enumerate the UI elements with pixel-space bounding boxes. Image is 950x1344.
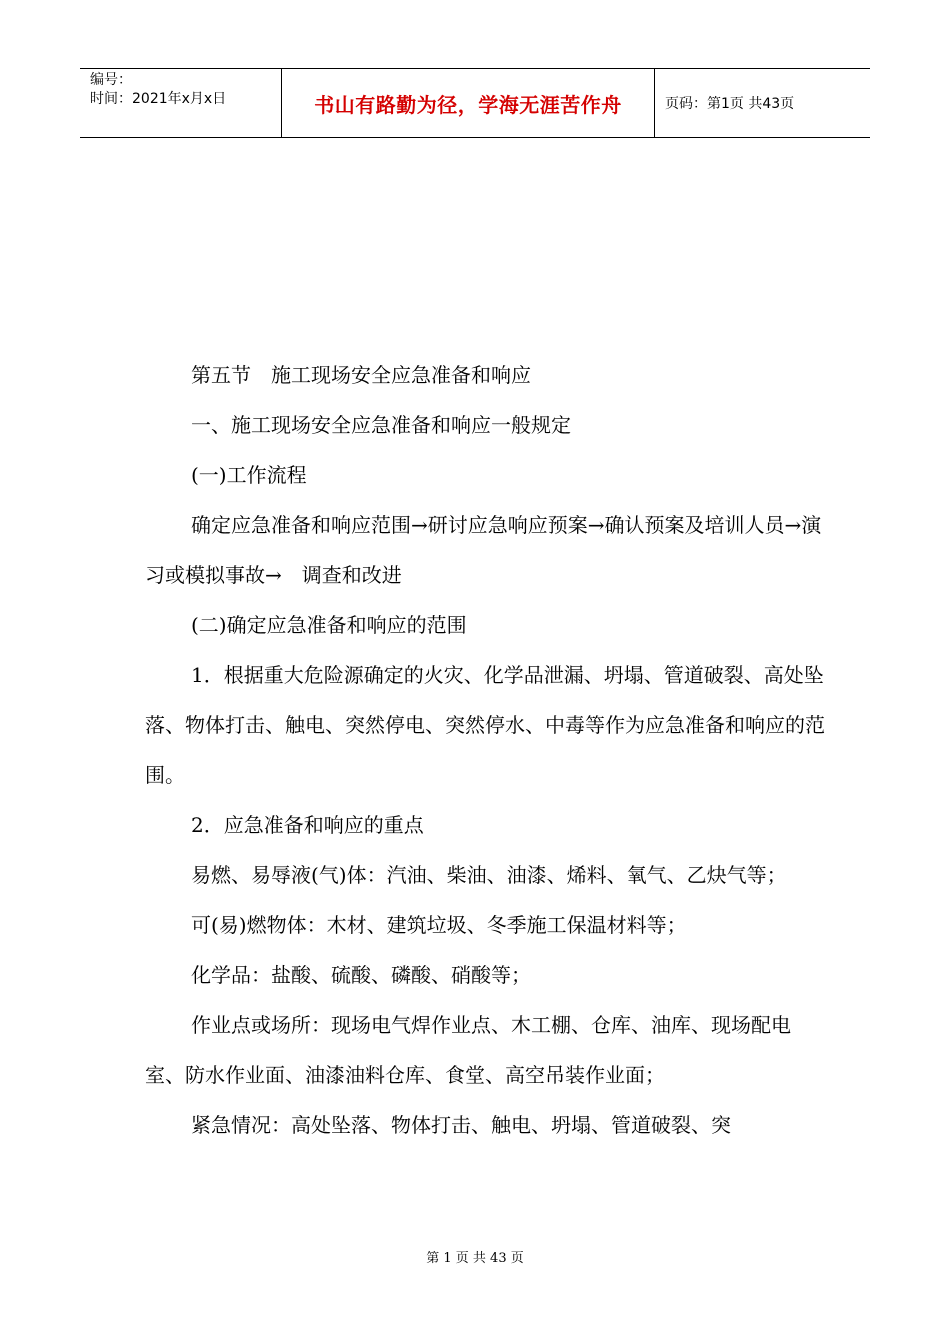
header-page-cell [655, 69, 870, 137]
heading-workflow: (一)工作流程 [191, 463, 307, 487]
header-page-info: 页码：第1页 共43页 [665, 96, 795, 112]
paragraph-emergencies: 紧急情况：高处坠落、物体打击、触电、坍塌、管道破裂、突 [191, 1113, 731, 1137]
paragraph-scope-1: 1．根据重大危险源确定的火灾、化学品泄漏、坍塌、管道破裂、高处坠落、物体打击、触电、突然停电、突然停水、中毒等作为应急准备和响应的范围。 [145, 663, 825, 787]
header-meta [80, 69, 282, 137]
paragraph-workflow: 确定应急准备和响应范围→研讨应急响应预案→确认预案及培训人员→演习或模拟事故→ 调查和改进 [145, 513, 822, 587]
page-footer: 第 1 页 共 43 页 [426, 1251, 524, 1266]
page-header [80, 68, 870, 138]
paragraph-scope-2: 2．应急准备和响应的重点 [191, 813, 424, 837]
paragraph-flammable-liquids: 易燃、易辱液(气)体：汽油、柴油、油漆、烯料、氧气、乙炔气等； [191, 863, 787, 887]
paragraph-work-sites: 作业点或场所：现场电气焊作业点、木工棚、仓库、油库、现场配电室、防水作业面、油漆油料仓库、食堂、高空吊装作业面； [145, 1013, 791, 1087]
serial-label: 编号： [90, 72, 132, 88]
heading-general-rules: 一、施工现场安全应急准备和响应一般规定 [191, 413, 571, 437]
header-motto: 书山有路勤为径，学海无涯苦作舟 [314, 92, 622, 117]
document-body [145, 350, 825, 1150]
date-label: 时间：2021年x月x日 [90, 91, 227, 107]
paragraph-combustibles: 可(易)燃物体：木材、建筑垃圾、冬季施工保温材料等； [191, 913, 687, 937]
heading-scope: (二)确定应急准备和响应的范围 [191, 613, 467, 637]
section-title: 第五节 施工现场安全应急准备和响应 [191, 363, 531, 387]
paragraph-chemicals: 化学品：盐酸、硫酸、磷酸、硝酸等； [191, 963, 531, 987]
header-motto-cell [282, 69, 655, 137]
